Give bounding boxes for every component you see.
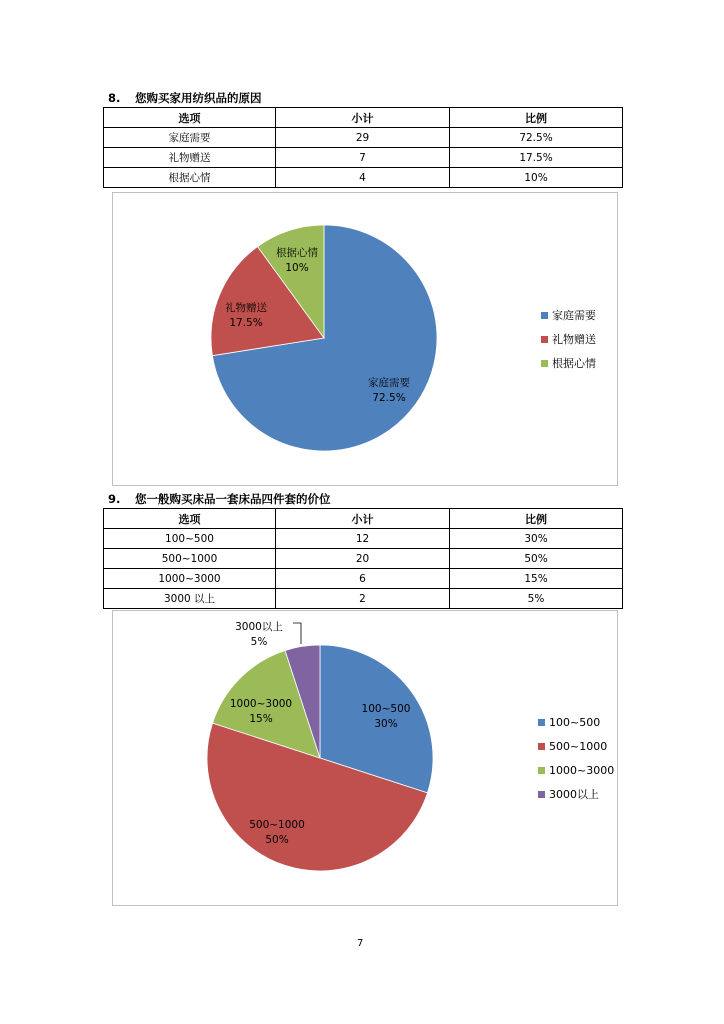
legend-item [541,351,596,375]
cell-count: 7 [276,148,450,168]
legend-label: 1000~3000 [549,763,615,777]
section8-title [108,90,262,106]
slice-percent-label: 17.5% [229,317,263,329]
section9-number: 9. [108,492,121,506]
slice-category-label: 3000以上 [235,621,283,633]
legend-label: 根据心情 [552,357,596,370]
section8-table [103,107,623,188]
slice-category-label: 家庭需要 [368,377,410,389]
legend-label: 100~500 [549,715,601,729]
pie-chart-2-legend [538,710,614,806]
cell-ratio: 17.5% [450,148,623,168]
slice-category-label: 礼物赠送 [225,302,267,314]
legend-item [541,303,596,327]
cell-ratio: 5% [450,589,623,609]
cell-option: 家庭需要 [104,128,276,148]
legend-label: 家庭需要 [552,309,596,322]
legend-item [538,782,614,806]
cell-count: 6 [276,569,450,589]
header-ratio: 比例 [450,108,623,128]
legend-swatch [538,743,545,750]
cell-option: 根据心情 [104,168,276,188]
section9-title [108,491,331,507]
cell-count: 29 [276,128,450,148]
slice-percent-label: 72.5% [372,392,406,404]
header-option: 选项 [104,509,276,529]
section9-table [103,508,623,609]
table-row [104,549,623,569]
table-row [104,569,623,589]
section9-title-text: 您一般购买床品一套床品四件套的价位 [135,492,331,506]
table-header-row [104,509,623,529]
legend-swatch [538,767,545,774]
section8-title-text: 您购买家用纺织品的原因 [135,91,262,105]
table-row [104,168,623,188]
slice-category-label: 100~500 [361,703,411,715]
cell-ratio: 15% [450,569,623,589]
pie-chart-1-legend [541,303,596,375]
legend-swatch [541,336,548,343]
page-number: 7 [357,938,364,949]
header-ratio: 比例 [450,509,623,529]
section8-number: 8. [108,91,121,105]
cell-option: 100~500 [104,529,276,549]
legend-label: 500~1000 [549,739,608,753]
slice-percent-label: 10% [285,262,309,274]
cell-count: 4 [276,168,450,188]
slice-category-label: 1000~3000 [229,698,293,710]
legend-label: 礼物赠送 [552,333,596,346]
cell-ratio: 30% [450,529,623,549]
slice-percent-label: 50% [265,834,289,846]
cell-option: 1000~3000 [104,569,276,589]
slice-percent-label: 5% [250,636,268,648]
table-header-row [104,108,623,128]
header-count: 小计 [276,509,450,529]
cell-count: 12 [276,529,450,549]
table-row [104,128,623,148]
cell-ratio: 50% [450,549,623,569]
cell-ratio: 10% [450,168,623,188]
legend-swatch [541,360,548,367]
cell-count: 20 [276,549,450,569]
header-count: 小计 [276,108,450,128]
cell-option: 3000 以上 [104,589,276,609]
legend-item [538,710,614,734]
leader-line [293,623,301,644]
legend-swatch [538,791,545,798]
slice-percent-label: 30% [374,718,398,730]
cell-ratio: 72.5% [450,128,623,148]
header-option: 选项 [104,108,276,128]
legend-item [541,327,596,351]
pie-chart-1 [112,192,618,486]
slice-category-label: 根据心情 [276,247,318,259]
legend-item [538,734,614,758]
legend-item [538,758,614,782]
cell-count: 2 [276,589,450,609]
cell-option: 500~1000 [104,549,276,569]
cell-option: 礼物赠送 [104,148,276,168]
legend-label: 3000以上 [549,788,599,801]
pie-chart-2 [112,610,618,906]
legend-swatch [538,719,545,726]
table-row [104,148,623,168]
table-row [104,529,623,549]
slice-percent-label: 15% [249,713,273,725]
legend-swatch [541,312,548,319]
table-row [104,589,623,609]
slice-category-label: 500~1000 [249,819,305,831]
